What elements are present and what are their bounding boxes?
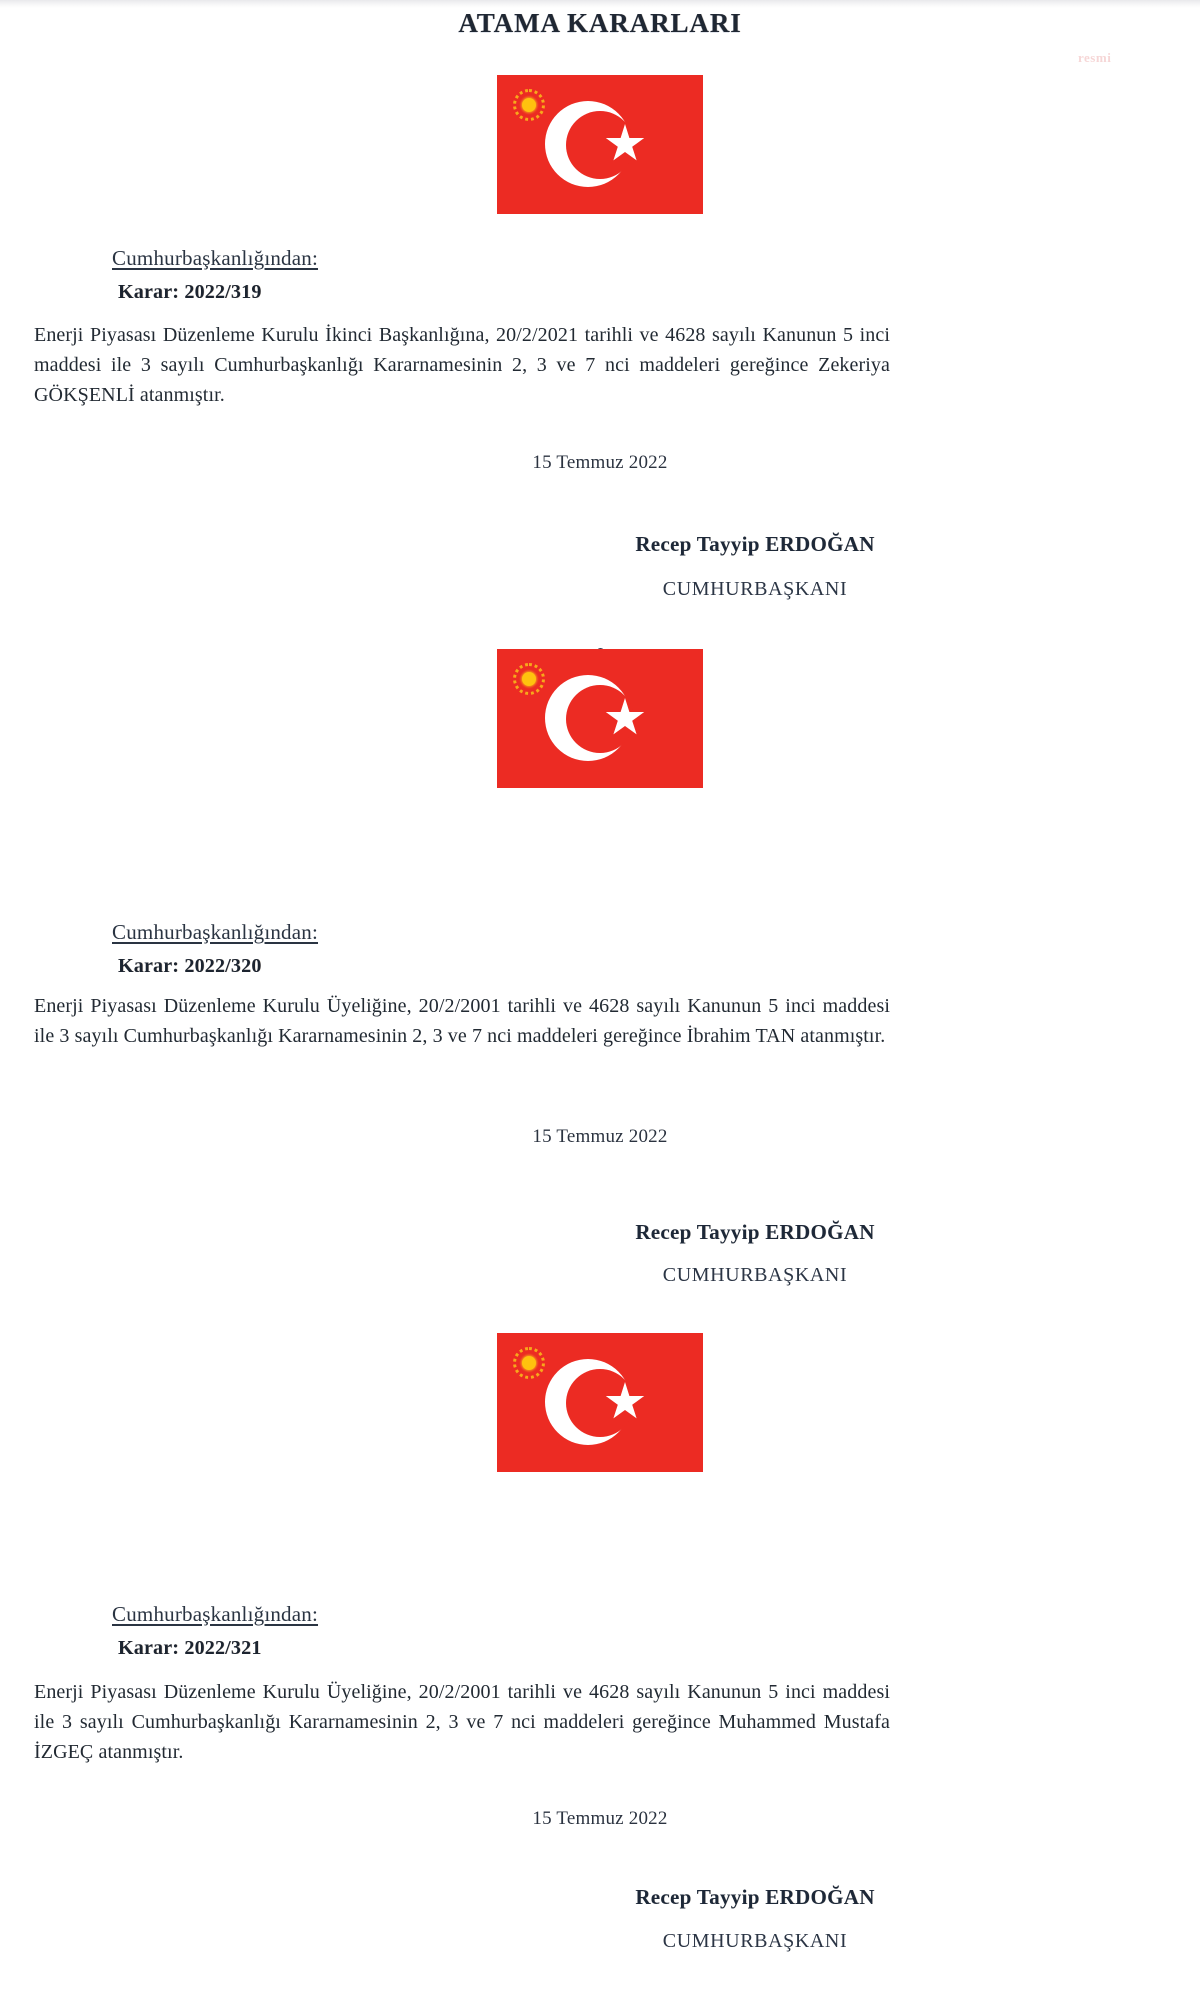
decision-date-1: 15 Temmuz 2022 [532,452,668,473]
signer-title-3: CUMHURBAŞKANI [662,1930,848,1952]
decision-body-2: Enerji Piyasası Düzenleme Kurulu Üyeliğine, 20/2/2001 tarihli ve 4628 sayılı Kanunun 5 inci maddesi ile 3 sayılı Cumhurbaşkanlığı Kararnamesinin 2, 3 ve 7 nci maddeleri gereğince İbrahim TAN atanmıştır. [34,995,890,1047]
scan-top-band [0,0,1200,8]
signer-name-1: Recep Tayyip ERDOĞAN [635,532,875,556]
signer-name-2: Recep Tayyip ERDOĞAN [635,1220,875,1244]
sun-emblem-icon [513,1347,545,1379]
sun-emblem-icon [513,663,545,695]
flag-wrapper-1 [0,75,1200,214]
sun-emblem-icon [513,89,545,121]
decision-number-3: Karar: 2022/321 [118,1637,262,1659]
turkish-flag-icon [497,75,703,214]
decision-date-2: 15 Temmuz 2022 [532,1126,668,1147]
decision-number-1: Karar: 2022/319 [118,281,262,303]
signer-title-1: CUMHURBAŞKANI [662,578,848,600]
signer-title-2: CUMHURBAŞKANI [662,1264,848,1286]
signer-name-3: Recep Tayyip ERDOĞAN [635,1885,875,1909]
decision-date-3: 15 Temmuz 2022 [532,1808,668,1829]
turkish-flag-icon [497,649,703,788]
page-title: ATAMA KARARLARI [458,8,742,38]
issuer-label-3: Cumhurbaşkanlığından: [112,1602,319,1626]
issuer-label-2: Cumhurbaşkanlığından: [112,920,319,944]
watermark-smudge: resmi [1078,50,1112,65]
flag-wrapper-3 [0,1333,1200,1472]
turkish-flag-icon [497,1333,703,1472]
decision-body-3: Enerji Piyasası Düzenleme Kurulu Üyeliğine, 20/2/2001 tarihli ve 4628 sayılı Kanunun 5 inci maddesi ile 3 sayılı Cumhurbaşkanlığı Kararnamesinin 2, 3 ve 7 nci maddeleri gereğince Muhammed Mustafa İZGEÇ atanmıştır. [34,1681,890,1763]
issuer-label-1: Cumhurbaşkanlığından: [112,246,319,270]
flag-wrapper-2 [0,649,1200,788]
decision-number-2: Karar: 2022/320 [118,955,262,977]
decision-body-1: Enerji Piyasası Düzenleme Kurulu İkinci Başkanlığına, 20/2/2021 tarihli ve 4628 sayılı Kanunun 5 inci maddesi ile 3 sayılı Cumhurbaşkanlığı Kararnamesinin 2, 3 ve 7 nci maddeleri gereğince Zekeriya GÖKŞENLİ atanmıştır. [34,324,890,406]
